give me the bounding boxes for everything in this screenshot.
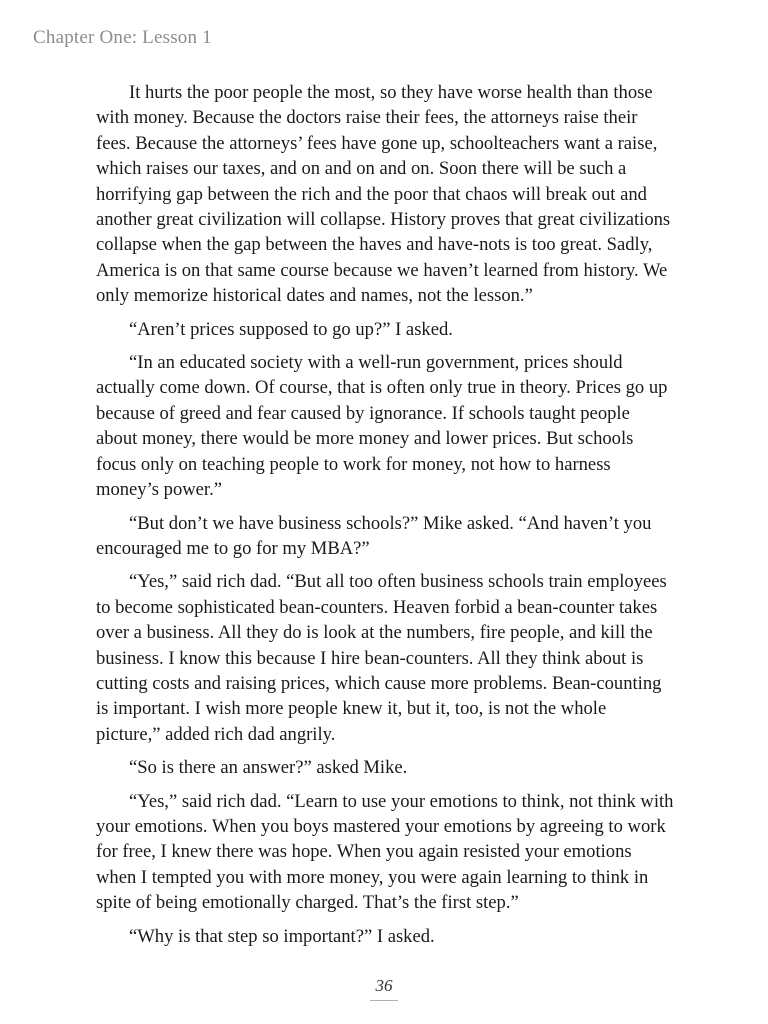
running-head: Chapter One: Lesson 1 <box>33 27 212 48</box>
paragraph: “In an educated society with a well-run government, prices should actually come down. Of course, that is often only true in theory. Prices go up because of greed and fear caused by ignorance. If schools taught people about money, there would be more money and lower prices. But schools focus only on teaching people to work for money, not how to harness money’s power.” <box>96 352 668 501</box>
paragraph: “But don’t we have business schools?” Mike asked. “And haven’t you encouraged me to go for my MBA?” <box>96 512 652 559</box>
paragraph: “So is there an answer?” asked Mike. <box>129 757 408 779</box>
paragraph: “Aren’t prices supposed to go up?” I asked. <box>129 318 453 340</box>
page-number-underline <box>370 1000 398 1001</box>
paragraph: “Yes,” said rich dad. “But all too often business schools train employees to become sophisticated bean-counters. Heaven forbid a bean-counter takes over a business. All they do is look at the numbers, fire people, and kill the business. I know this because I hire bean-counters. All they think about is cutting costs and raising prices, which cause more problems. Bean-counting is important. I wish more people knew it, but it, too, is not the whole picture,” added rich dad angrily. <box>96 571 667 745</box>
body-text <box>96 80 674 949</box>
paragraph: “Why is that step so important?” I asked. <box>129 925 435 947</box>
paragraph: It hurts the poor people the most, so they have worse health than those with money. Because the doctors raise their fees, the attorneys raise their fees. Because the attorneys’ fees have gone up, schoolteachers want a raise, which raises our taxes, and on and on and on. Soon there will be such a horrifying gap between the rich and the poor that chaos will break out and another great civilization will collapse. History proves that great civilizations collapse when the gap between the haves and have-nots is too great. Sadly, America is on that same course because we haven’t learned from history. We only memorize historical dates and names, not the lesson.” <box>96 82 671 307</box>
paragraph: “Yes,” said rich dad. “Learn to use your emotions to think, not think with your emotions. When you boys mastered your emotions by agreeing to work for free, I knew there was hope. When you again resisted your emotions when I tempted you with more money, you were again learning to think in spite of being emotionally charged. That’s the first step.” <box>96 790 674 914</box>
page-number: 36 <box>375 976 393 995</box>
